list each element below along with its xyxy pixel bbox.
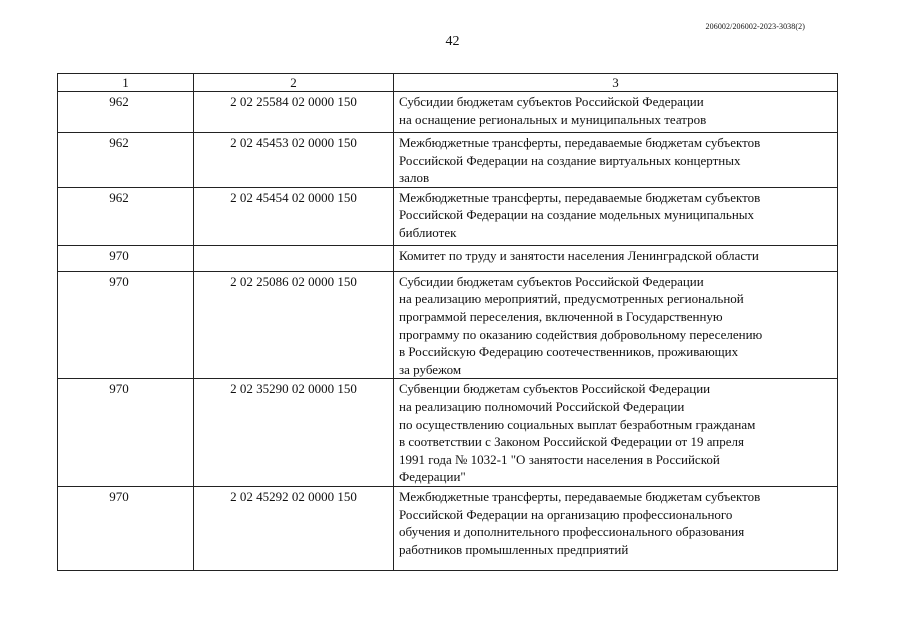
- table-body: [58, 92, 838, 571]
- admin-code-cell: 962: [58, 187, 194, 245]
- description-line: программу по оказанию содействия добровольному переселению: [399, 326, 763, 342]
- revenue-code-cell: 2 02 25086 02 0000 150: [194, 271, 394, 379]
- document-code: 206002/206002-2023-3038(2): [705, 22, 805, 31]
- description-line: Субсидии бюджетам субъектов Российской Федерации: [399, 273, 704, 289]
- description-cell: [394, 271, 838, 379]
- revenue-code-cell: 2 02 45454 02 0000 150: [194, 187, 394, 245]
- revenue-code-cell: 2 02 45453 02 0000 150: [194, 133, 394, 188]
- description-line: на реализацию мероприятий, предусмотренных региональной: [399, 291, 744, 307]
- description-line: 1991 года № 1032-1 "О занятости населения в Российской: [399, 451, 720, 467]
- description-line: на оснащение региональных и муниципальных театров: [399, 111, 707, 127]
- description-line: Межбюджетные трансферты, передаваемые бюджетам субъектов: [399, 488, 761, 504]
- description-line: залов: [399, 170, 430, 186]
- column-header-3: 3: [394, 74, 838, 92]
- description-line: работников промышленных предприятий: [399, 541, 629, 557]
- description-line: Российской Федерации на создание модельных муниципальных: [399, 207, 755, 223]
- description-line: Комитет по труду и занятости населения Ленинградской области: [399, 247, 759, 263]
- description-line: в соответствии с Законом Российской Федерации от 19 апреля: [399, 434, 745, 450]
- revenue-code-cell: [194, 245, 394, 271]
- description-cell: [394, 92, 838, 133]
- description-line: в Российскую Федерацию соотечественников, проживающих: [399, 344, 739, 360]
- table-row: [58, 379, 838, 487]
- admin-code-cell: 962: [58, 92, 194, 133]
- table-row: [58, 486, 838, 570]
- description-line: Федерации": [399, 469, 466, 485]
- description-cell: [394, 245, 838, 271]
- description-cell: [394, 133, 838, 188]
- admin-code-cell: 970: [58, 271, 194, 379]
- column-number-row: [58, 74, 838, 92]
- description-line: на реализацию полномочий Российской Федерации: [399, 398, 685, 414]
- table-header: [58, 74, 838, 92]
- description-cell: [394, 486, 838, 570]
- description-line: Российской Федерации на организацию профессионального: [399, 506, 733, 522]
- table-row: [58, 245, 838, 271]
- description-line: по осуществлению социальных выплат безработным гражданам: [399, 416, 756, 432]
- description-line: Межбюджетные трансферты, передаваемые бюджетам субъектов: [399, 135, 761, 150]
- admin-code-cell: 970: [58, 245, 194, 271]
- budget-codes-table: [57, 73, 838, 571]
- description-cell: [394, 187, 838, 245]
- description-line: Российской Федерации на создание виртуальных концертных: [399, 152, 741, 168]
- admin-code-cell: 970: [58, 486, 194, 570]
- description-line: библиотек: [399, 224, 457, 240]
- description-line: Межбюджетные трансферты, передаваемые бюджетам субъектов: [399, 189, 761, 205]
- description-cell: [394, 379, 838, 487]
- page-number: 42: [445, 34, 460, 49]
- table-row: [58, 271, 838, 379]
- column-header-1: 1: [58, 74, 194, 92]
- revenue-code-cell: 2 02 45292 02 0000 150: [194, 486, 394, 570]
- revenue-code-cell: 2 02 25584 02 0000 150: [194, 92, 394, 133]
- description-line: Субсидии бюджетам субъектов Российской Федерации: [399, 94, 704, 109]
- description-line: за рубежом: [399, 361, 462, 377]
- column-header-2: 2: [194, 74, 394, 92]
- admin-code-cell: 970: [58, 379, 194, 487]
- admin-code-cell: 962: [58, 133, 194, 188]
- description-line: Субвенции бюджетам субъектов Российской Федерации: [399, 381, 711, 397]
- description-line: программой переселения, включенной в Государственную: [399, 308, 723, 324]
- description-line: обучения и дополнительного профессионального образования: [399, 524, 745, 540]
- table-row: [58, 187, 838, 245]
- revenue-code-cell: 2 02 35290 02 0000 150: [194, 379, 394, 487]
- table-row: [58, 133, 838, 188]
- table-row: [58, 92, 838, 133]
